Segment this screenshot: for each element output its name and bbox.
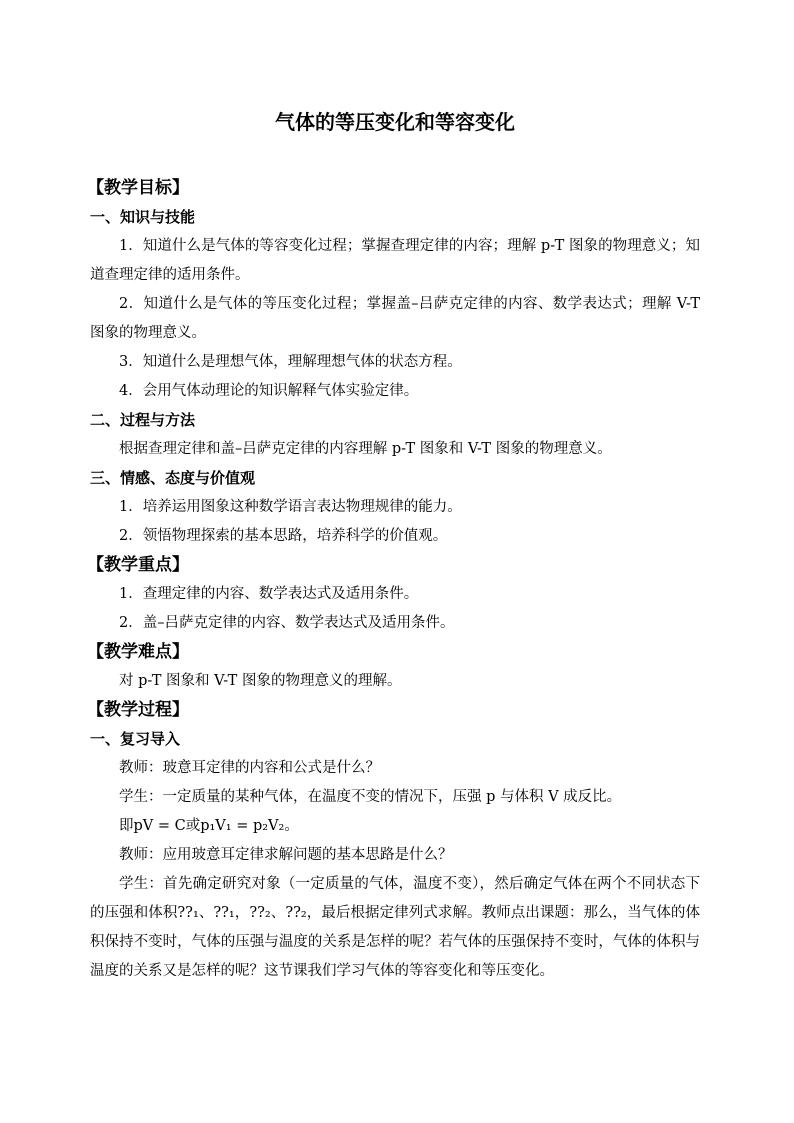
objectives-part3-heading: 三、情感、态度与价值观: [90, 469, 256, 487]
key-points-heading: 【教学重点】: [87, 555, 189, 575]
key-point-item-2: 2．盖–吕萨克定律的内容、数学表达式及适用条件。: [119, 615, 455, 631]
key-point-item-1: 1．查理定律的内容、数学表达式及适用条件。: [119, 586, 419, 602]
objectives-part2-heading: 二、过程与方法: [90, 411, 196, 429]
objective-item-3: 3．知道什么是理想气体，理解理想气体的状态方程。: [119, 354, 462, 370]
document-page: [87, 108, 700, 986]
objective-item-4: 4．会用气体动理论的知识解释气体实验定律。: [119, 383, 419, 399]
objective-item-2: 2．知道什么是气体的等压变化过程；掌握盖–吕萨克定律的内容、数学表达式；理解 V-T 图象的物理意义。: [90, 296, 700, 341]
objective-part3-item-2: 2．领悟物理探索的基本思路，培养科学的价值观。: [119, 528, 448, 544]
difficulties-heading: 【教学难点】: [87, 642, 189, 662]
process-line-2: 学生：一定质量的某种气体，在温度不变的情况下，压强 p 与体积 V 成反比。: [119, 789, 622, 805]
process-line-1: 教师：玻意耳定律的内容和公式是什么？: [119, 760, 380, 776]
objectives-heading: 【教学目标】: [87, 178, 189, 198]
process-heading: 【教学过程】: [87, 700, 189, 720]
objectives-part2-text: 根据查理定律和盖–吕萨克定律的内容理解 p-T 图象和 V-T 图象的物理意义。: [119, 441, 612, 457]
process-part1-heading: 一、复习导入: [90, 730, 181, 748]
objectives-part1-heading: 一、知识与技能: [90, 208, 196, 226]
process-line-4: 教师：应用玻意耳定律求解问题的基本思路是什么？: [119, 847, 453, 863]
process-line-5: 学生：首先确定研究对象（一定质量的气体，温度不变），然后确定气体在两个不同状态下的压强和体积??₁、??₁，??₂、??₂，最后根据定律列式求解。教师点出课题：那么，当气体的体积保持不变时，气体的压强与温度的关系是怎样的呢？若气体的压强保持不变时，气体的体积与温度的关系又是怎样的呢？这节课我们学习气体的等容变化和等压变化。: [90, 876, 700, 979]
objective-item-1: 1．知道什么是气体的等容变化过程；掌握查理定律的内容；理解 p-T 图象的物理意义；知道查理定律的适用条件。: [90, 238, 700, 283]
process-line-3: 即pV = C或p₁V₁ = p₂V₂。: [119, 818, 299, 834]
page-title: 气体的等压变化和等容变化: [275, 110, 515, 134]
objective-part3-item-1: 1．培养运用图象这种数学语言表达物理规律的能力。: [119, 499, 462, 515]
difficulties-text: 对 p-T 图象和 V-T 图象的物理意义的理解。: [119, 673, 402, 689]
